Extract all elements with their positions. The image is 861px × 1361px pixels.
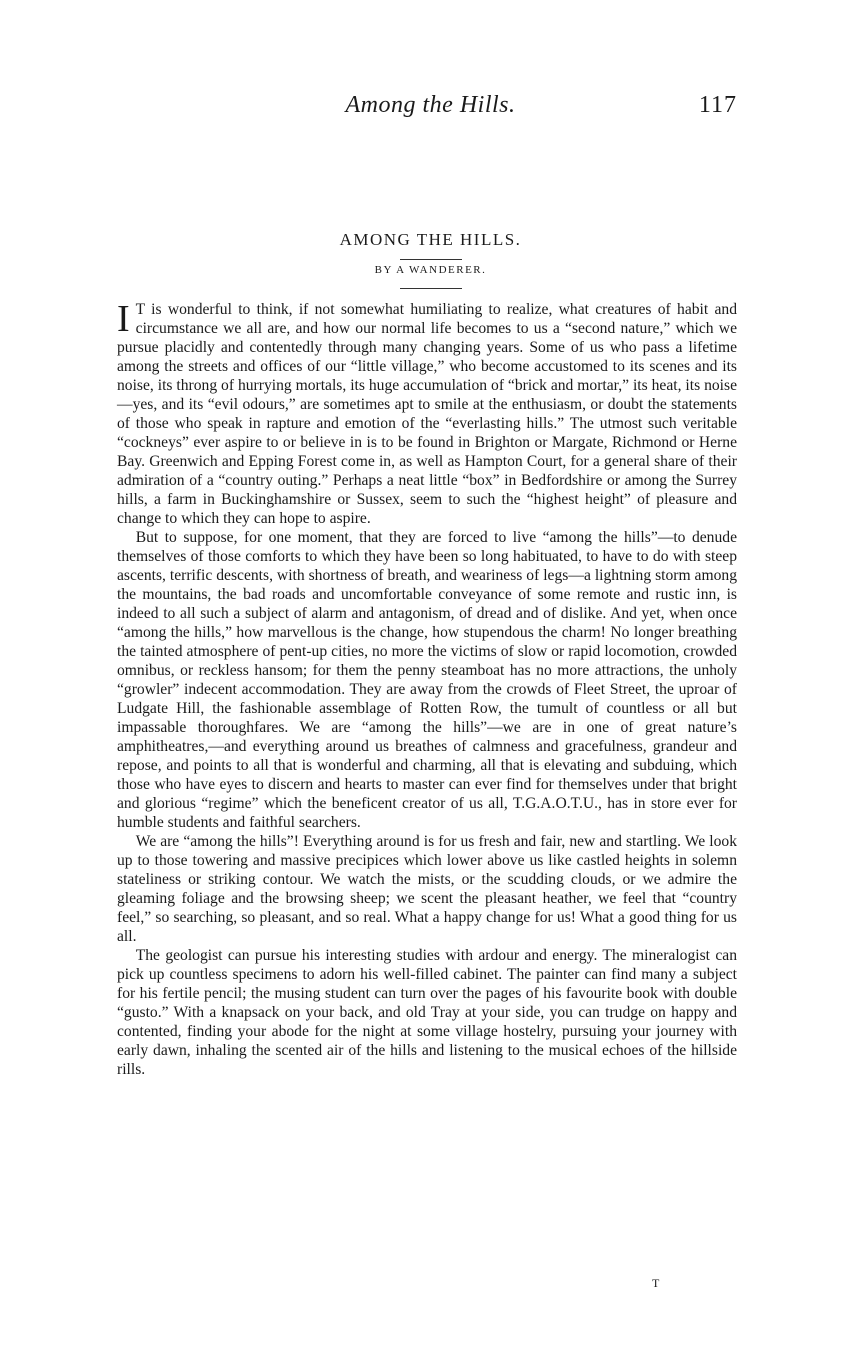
paragraph-3: We are “among the hills”! Everything around is for us fresh and fair, new and startling. We look up to those towering and massive precipices which lower above us like castled heights in solemn stateliness or striking contour. We watch the mists, or the scudding clouds, or we admire the gleaming foliage and the browsing sheep; we scent the pleasant heather, we feel that “country feel,” so searching, so pleasant, and so real. What a happy change for us! What a good thing for us all. [117, 833, 737, 945]
byline-rule [400, 288, 462, 289]
article-title: AMONG THE HILLS. [339, 230, 522, 249]
title-rule [400, 259, 462, 260]
paragraph-2: But to suppose, for one moment, that they are forced to live “among the hills”—to denude themselves of those comforts to which they have been so long habituated, to have to do with steep ascents, terrific descents, with shortness of breath, and weariness of legs—a lightning storm among the mountains, the bad roads and uncomfortable conveyance of some remote and rustic inn, is indeed to all such a subject of alarm and antagonism, of dread and of dislike. And yet, when once “among the hills,” how marvellous is the change, how stupendous the charm! No longer breathing the tainted atmosphere of pent-up cities, no more the victims of slow or rapid locomotion, crowded omnibus, or reckless hansom; for them the penny steamboat has no more attractions, the unholy “growler” indecent accommodation. They are away from the crowds of Fleet Street, the uproar of Ludgate Hill, the fashionable assemblage of Rotten Row, the tumult of countless or all but impassable thoroughfares. We are “among the hills”—we are in one of great nature’s amphitheatres,—and everything around us breathes of calmness and gracefulness, grandeur and repose, and points to all that is wonderful and charming, all that is elevating and subduing, which those who have eyes to discern and hearts to master can ever find for themselves under that bright and glorious “regime” which the beneficent creator of us all, T.G.A.O.T.U., has in store ever for humble students and faithful searchers. [117, 529, 737, 831]
page-number: 117 [698, 92, 737, 118]
byline: BY A WANDERER. [374, 264, 487, 276]
paragraph-4: The geologist can pursue his interesting studies with ardour and energy. The mineralogist can pick up countless specimens to adorn his well-filled cabinet. The painter can find many a subject for his fertile pencil; the musing student can turn over the pages of his favourite book with double “gusto.” With a knapsack on your back, and old Tray at your side, you can trudge on happy and contented, finding your abode for the night at some village hostelry, pursuing your journey with early dawn, inhaling the scented air of the hills and listening to the musical echoes of the hillside rills. [117, 947, 737, 1078]
paragraph-1-text: T is wonderful to think, if not somewhat humiliating to realize, what creatures of habit and circumstance we all are, and how our normal life becomes to us a “second nature,” which we pursue placidly and contentedly through many changing years. Some of us who pass a lifetime among the streets and offices of our “little village,” who become accustomed to its scenes and its noise, its throng of hurrying mortals, its huge accumulation of “brick and mortar,” its heat, its noise—yes, and its “evil odours,” are sometimes apt to smile at the enthusiasm, or doubt the statements of those who speak in rapture and emotion of the “everlasting hills.” The utmost such veritable “cockneys” ever aspire to or believe in is to be found in Brighton or Margate, Richmond or Herne Bay. Greenwich and Epping Forest come in, as well as Hampton Court, for a general share of their admiration of a “country outing.” Perhaps a neat little “box” in Bedfordshire or among the Surrey hills, a farm in Buckinghamshire or Sussex, seem to such the “highest height” of pleasure and change to which they can hope to aspire. [117, 301, 737, 527]
running-title: Among the Hills. [345, 92, 516, 118]
running-head [0, 92, 861, 124]
signature-mark: T [652, 1276, 660, 1290]
article-body [117, 300, 737, 1079]
drop-cap: I [117, 298, 130, 340]
paragraph-1 [117, 300, 737, 528]
